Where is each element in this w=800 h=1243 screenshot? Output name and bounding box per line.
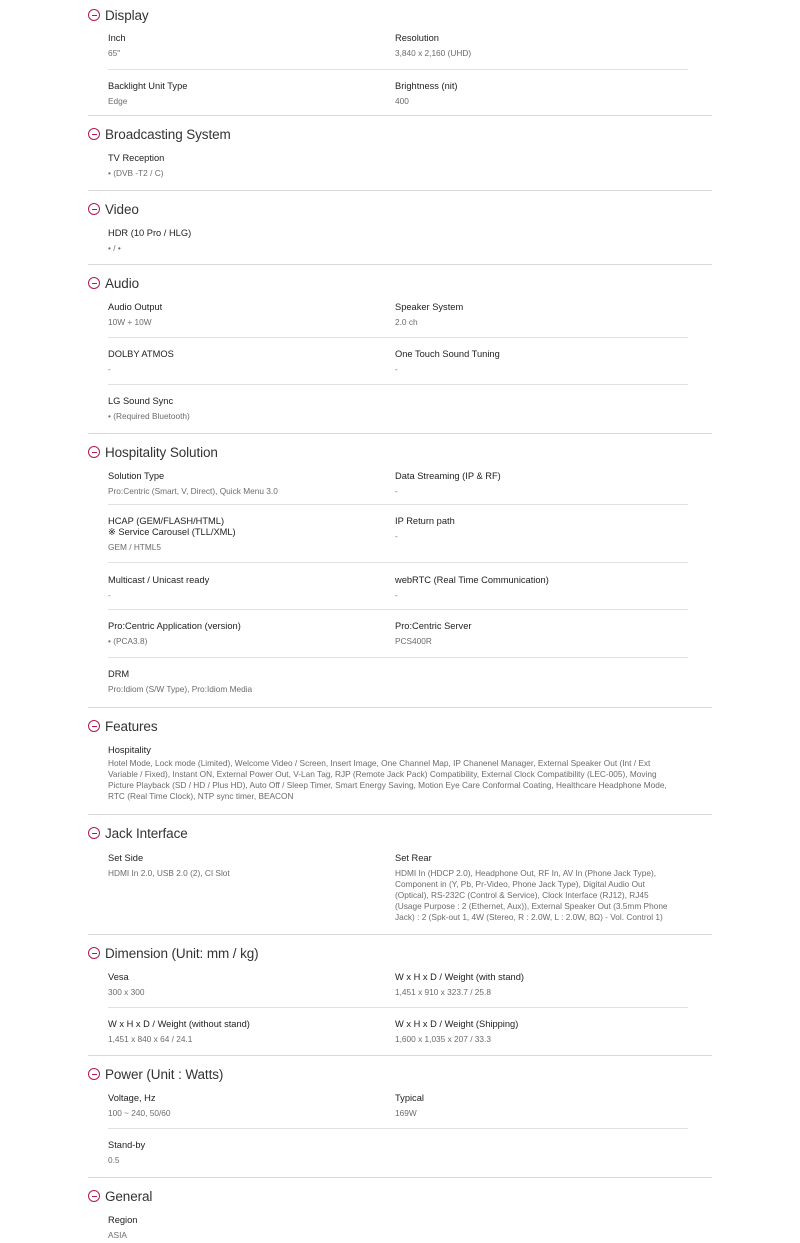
- spec-item: [395, 302, 682, 338]
- section-header[interactable]: [88, 818, 712, 848]
- section-title: Display: [105, 7, 149, 23]
- spec-label: W x H x D / Weight (Shipping): [395, 1019, 519, 1029]
- spec-item: [108, 1215, 395, 1241]
- spec-item: [108, 972, 395, 1008]
- section-header[interactable]: [88, 1059, 712, 1089]
- minus-circle-icon[interactable]: [88, 720, 100, 732]
- minus-circle-icon[interactable]: [88, 446, 100, 458]
- section-title: Jack Interface: [105, 825, 188, 841]
- spec-value: Pro:Centric (Smart, V, Direct), Quick Menu 3.0: [108, 486, 278, 496]
- section-title: Power (Unit : Watts): [105, 1066, 224, 1082]
- spec-value: HDMI In 2.0, USB 2.0 (2), CI Slot: [108, 868, 230, 878]
- section-header[interactable]: [88, 268, 712, 298]
- spec-item: [395, 471, 682, 505]
- spec-value: 2.0 ch: [395, 317, 418, 327]
- minus-circle-icon[interactable]: [88, 1190, 100, 1202]
- spec-label: TV Reception: [108, 153, 165, 163]
- spec-value: 10W + 10W: [108, 317, 152, 327]
- spec-label: One Touch Sound Tuning: [395, 349, 500, 359]
- section-header[interactable]: [88, 194, 712, 224]
- spec-item: [108, 349, 395, 385]
- spec-label: IP Return path: [395, 516, 455, 526]
- spec-label: Set Side: [108, 853, 144, 863]
- section-jack-interface: [88, 818, 712, 935]
- section-audio: [88, 268, 712, 434]
- spec-value: -: [108, 590, 111, 600]
- spec-list: [88, 0, 712, 1243]
- spec-label: Data Streaming (IP & RF): [395, 471, 501, 481]
- spec-value: -: [395, 364, 398, 374]
- spec-item: [108, 228, 395, 254]
- spec-item: [108, 853, 395, 923]
- spec-label: W x H x D / Weight (with stand): [395, 972, 524, 982]
- spec-label: webRTC (Real Time Communication): [395, 575, 549, 585]
- spec-value: Edge: [108, 96, 128, 106]
- spec-item: [395, 349, 682, 385]
- spec-value: ASIA: [108, 1230, 127, 1240]
- spec-label: Voltage, Hz: [108, 1093, 156, 1103]
- spec-item: [108, 745, 678, 802]
- spec-label: Vesa: [108, 972, 129, 982]
- spec-label: DRM: [108, 669, 130, 679]
- spec-label: LG Sound Sync: [108, 396, 174, 406]
- section-video: [88, 194, 712, 265]
- spec-value: -: [395, 590, 398, 600]
- spec-value: 1,600 x 1,035 x 207 / 33.3: [395, 1034, 491, 1044]
- spec-label: Typical: [395, 1093, 424, 1103]
- spec-value: Hotel Mode, Lock mode (Limited), Welcome Video / Screen, Insert Image, One Channel Map, IP Chanenel Manager, External Speaker Out (Int / Ext Variable / Fixed), Instant ON, External Power Out, V-Lan Tag, RJP (Remote Jack Pack) Compatibility, External Clock Compatibility (LEC-005), Moving Picture Playback (SD / HD / Plus HD), Auto Off / Sleep Timer, Smart Energy Saving, Motion Eye Care Conformal Coating, Healthcare Headphone Mode, RTC (Real Time Clock), NTP sync timer, BEACON: [108, 758, 667, 801]
- spec-label: W x H x D / Weight (without stand): [108, 1019, 250, 1029]
- section-features: [88, 711, 712, 815]
- spec-item: [108, 1140, 395, 1166]
- spec-item: [395, 853, 677, 923]
- spec-label: Multicast / Unicast ready: [108, 575, 210, 585]
- section-title: General: [105, 1188, 153, 1204]
- spec-value: HDMI In (HDCP 2.0), Headphone Out, RF In, AV In (Phone Jack Type), Component in (Y, Pb, Pr-Video, Phone Jack Type), Digital Audio Out (Optical), RS-232C (Control & Service), Clock Interface (RJ12), RJ45 (Usage Purpose : 2 (Ethernet, Aux)), External Speaker Out (3.5mm Phone Jack) : 2 (Spk-out 1, 4W (Stereo, R : 2.0W, L : 2.0W, 8Ω) - Vol. Control 1): [395, 868, 668, 922]
- spec-value: 300 x 300: [108, 987, 145, 997]
- spec-label: Pro:Centric Application (version): [108, 621, 241, 631]
- spec-label: Set Rear: [395, 853, 432, 863]
- spec-value: 100 ~ 240, 50/60: [108, 1108, 171, 1118]
- spec-value: 169W: [395, 1108, 417, 1118]
- spec-label: HCAP (GEM/FLASH/HTML): [108, 516, 225, 526]
- spec-item: [108, 1019, 395, 1045]
- spec-value: • (PCA3.8): [108, 636, 148, 646]
- minus-circle-icon[interactable]: [88, 128, 100, 140]
- minus-circle-icon[interactable]: [88, 827, 100, 839]
- section-header[interactable]: [88, 0, 712, 30]
- spec-item: [108, 81, 395, 107]
- spec-item: [108, 471, 395, 505]
- section-header[interactable]: [88, 938, 712, 968]
- section-title: Video: [105, 201, 139, 217]
- section-header[interactable]: [88, 711, 712, 741]
- section-dimension: [88, 938, 712, 1056]
- section-power: [88, 1059, 712, 1178]
- spec-label: Audio Output: [108, 302, 163, 312]
- minus-circle-icon[interactable]: [88, 947, 100, 959]
- spec-label: Stand-by: [108, 1140, 146, 1150]
- spec-item: [108, 302, 395, 338]
- spec-item: [395, 81, 682, 107]
- section-header[interactable]: [88, 119, 712, 149]
- spec-item: [395, 33, 682, 70]
- section-title: Audio: [105, 275, 140, 291]
- spec-item: [108, 33, 395, 70]
- spec-item: [395, 972, 682, 1008]
- spec-value: -: [108, 364, 111, 374]
- spec-label-note: ※ Service Carousel (TLL/XML): [108, 527, 236, 537]
- spec-item: [395, 1093, 682, 1129]
- spec-value: 65": [108, 48, 121, 58]
- spec-label: Pro:Centric Server: [395, 621, 472, 631]
- spec-value: • (DVB -T2 / C): [108, 168, 164, 178]
- spec-label: Backlight Unit Type: [108, 81, 188, 91]
- minus-circle-icon[interactable]: [88, 1068, 100, 1080]
- spec-item: [108, 516, 395, 563]
- spec-value: PCS400R: [395, 636, 432, 646]
- section-hospitality-solution: [88, 437, 712, 708]
- spec-value: GEM / HTML5: [108, 542, 162, 552]
- section-header[interactable]: [88, 437, 712, 467]
- section-broadcasting-system: [88, 119, 712, 191]
- spec-item: [108, 153, 395, 179]
- section-title: Dimension (Unit: mm / kg): [105, 945, 259, 961]
- spec-value: 1,451 x 910 x 323.7 / 25.8: [395, 987, 491, 997]
- spec-value: -: [395, 486, 398, 496]
- spec-item: [395, 575, 682, 610]
- spec-label: HDR (10 Pro / HLG): [108, 228, 192, 238]
- spec-value: 3,840 x 2,160 (UHD): [395, 48, 472, 58]
- spec-item: [108, 575, 395, 610]
- section-title: Hospitality Solution: [105, 444, 218, 460]
- spec-label: Solution Type: [108, 471, 165, 481]
- section-display: [88, 0, 712, 116]
- spec-item: [395, 621, 682, 658]
- spec-item: [108, 1093, 395, 1129]
- spec-label: Hospitality: [108, 745, 151, 755]
- spec-label: Region: [108, 1215, 138, 1225]
- spec-label: Brightness (nit): [395, 81, 458, 91]
- spec-label: Inch: [108, 33, 126, 43]
- spec-item: [395, 516, 682, 563]
- section-title: Features: [105, 718, 158, 734]
- spec-value: -: [395, 531, 398, 541]
- section-header[interactable]: [88, 1181, 712, 1211]
- spec-value: • (Required Bluetooth): [108, 411, 190, 421]
- spec-label: DOLBY ATMOS: [108, 349, 174, 359]
- spec-value: 400: [395, 96, 409, 106]
- spec-value: 0.5: [108, 1155, 120, 1165]
- spec-value: Pro:Idiom (S/W Type), Pro:Idiom Media: [108, 684, 253, 694]
- minus-circle-icon[interactable]: [88, 9, 100, 21]
- minus-circle-icon[interactable]: [88, 277, 100, 289]
- spec-label: Resolution: [395, 33, 439, 43]
- spec-item: [395, 1019, 682, 1045]
- spec-item: [108, 669, 688, 695]
- spec-value: • / •: [108, 243, 121, 253]
- section-general: [88, 1181, 712, 1243]
- spec-item: [108, 621, 395, 658]
- spec-value: 1,451 x 840 x 64 / 24.1: [108, 1034, 193, 1044]
- spec-label: Speaker System: [395, 302, 464, 312]
- minus-circle-icon[interactable]: [88, 203, 100, 215]
- section-title: Broadcasting System: [105, 126, 231, 142]
- spec-item: [108, 396, 395, 422]
